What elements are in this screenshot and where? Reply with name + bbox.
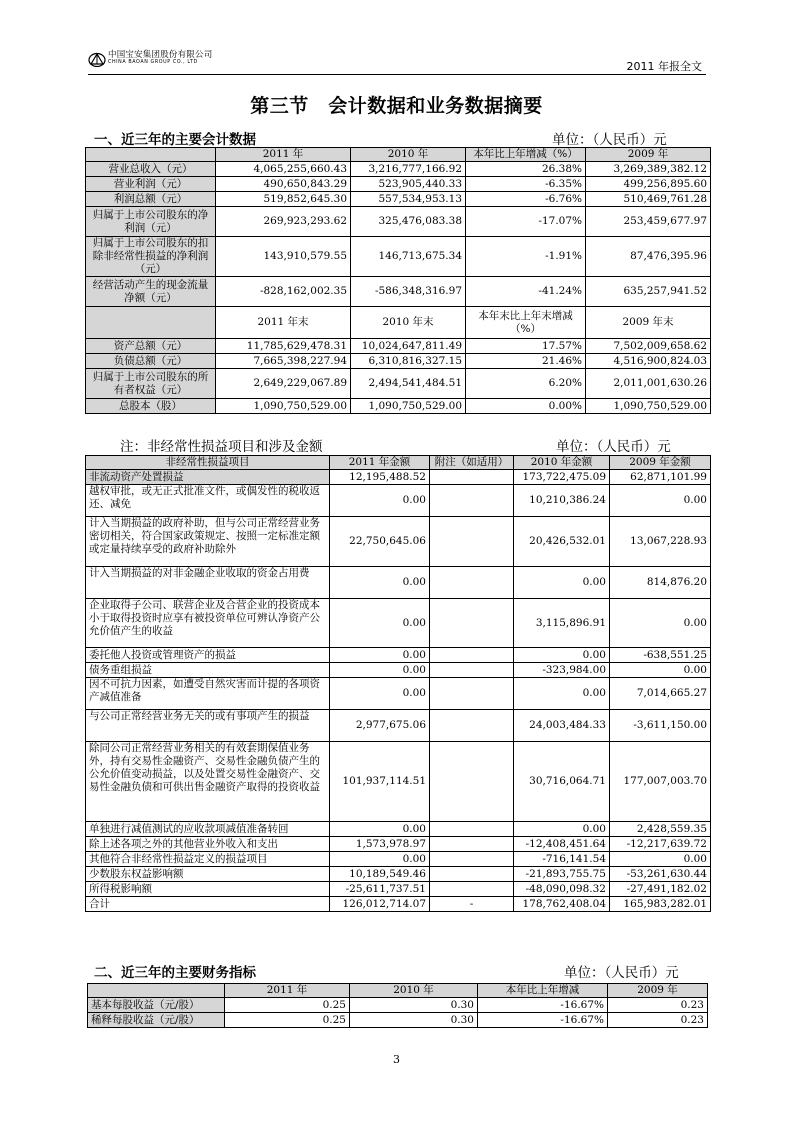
row-label: 归属于上市公司股东的扣除非经常性损益的净利润（元） <box>86 237 216 277</box>
table-row <box>86 837 711 852</box>
value-cell: 2,011,001,630.26 <box>586 369 711 399</box>
value-cell: -12,408,451.64 <box>514 837 610 852</box>
value-cell: -48,090,098.32 <box>514 882 610 897</box>
value-cell: -586,348,316.97 <box>351 277 466 307</box>
header-cell: 2011 年 <box>216 148 351 162</box>
value-cell: 0.00 <box>610 663 711 678</box>
value-cell: 10,210,386.24 <box>514 485 610 517</box>
table-row <box>86 192 711 207</box>
value-cell: 177,007,003.70 <box>610 742 711 822</box>
value-cell: 635,257,941.52 <box>586 277 711 307</box>
value-cell: -6.76% <box>466 192 586 207</box>
note-cell <box>430 867 514 882</box>
table-row <box>86 710 711 742</box>
table-row <box>88 1013 708 1028</box>
table-row <box>86 470 711 485</box>
value-cell: -27,491,182.02 <box>610 882 711 897</box>
value-cell: 3,269,389,382.12 <box>586 162 711 177</box>
value-cell: 4,065,255,660.43 <box>216 162 351 177</box>
report-title: 2011 年报全文 <box>626 60 702 73</box>
item-label: 计入当期损益的政府补助，但与公司正常经营业务密切相关，符合国家政策规定、按照一定标准定额或定量持续享受的政府补助除外 <box>86 517 330 567</box>
value-cell: 178,762,408.04 <box>514 897 610 912</box>
row-label: 归属于上市公司股东的所有者权益（元） <box>86 369 216 399</box>
item-label: 少数股东权益影响额 <box>86 867 330 882</box>
note-unit: 单位：（人民币）元 <box>556 439 671 455</box>
row-label: 稀释每股收益（元/股） <box>88 1013 225 1028</box>
value-cell: 11,785,629,478.31 <box>216 339 351 354</box>
value-cell: 13,067,228.93 <box>610 517 711 567</box>
value-cell: 499,256,895.60 <box>586 177 711 192</box>
value-cell: 22,750,645.06 <box>330 517 430 567</box>
table-row <box>86 177 711 192</box>
note-cell <box>430 710 514 742</box>
row-label: 总股本（股） <box>86 399 216 414</box>
value-cell: 30,716,064.71 <box>514 742 610 822</box>
table-row-total <box>86 897 711 912</box>
value-cell: 173,722,475.09 <box>514 470 610 485</box>
item-label: 委托他人投资或管理资产的损益 <box>86 648 330 663</box>
table-row <box>86 354 711 369</box>
value-cell: 519,852,645.30 <box>216 192 351 207</box>
value-cell: 3,115,896.91 <box>514 599 610 648</box>
table-row <box>86 599 711 648</box>
row-label: 经营活动产生的现金流量净额（元） <box>86 277 216 307</box>
value-cell: 4,516,900,824.03 <box>586 354 711 369</box>
value-cell: -6.35% <box>466 177 586 192</box>
note-cell <box>430 663 514 678</box>
header-cell <box>86 148 216 162</box>
value-cell: 146,713,675.34 <box>351 237 466 277</box>
value-cell: 126,012,714.07 <box>330 897 430 912</box>
table-row <box>86 207 711 237</box>
item-label: 债务重组损益 <box>86 663 330 678</box>
value-cell: 557,534,953.13 <box>351 192 466 207</box>
value-cell: 1,090,750,529.00 <box>351 399 466 414</box>
row-label: 负债总额（元） <box>86 354 216 369</box>
value-cell: 0.00 <box>330 648 430 663</box>
value-cell: -12,217,639.72 <box>610 837 711 852</box>
header-cell: 2011 年末 <box>216 307 351 339</box>
value-cell: 0.00 <box>330 822 430 837</box>
item-label: 因不可抗力因素，如遭受自然灾害而计提的各项资产减值准备 <box>86 678 330 710</box>
value-cell: 10,024,647,811.49 <box>351 339 466 354</box>
value-cell: 0.00 <box>610 852 711 867</box>
value-cell: -25,611,737.51 <box>330 882 430 897</box>
value-cell: 0.23 <box>608 1013 708 1028</box>
value-cell: -3,611,150.00 <box>610 710 711 742</box>
table-row <box>88 998 708 1013</box>
item-label: 除上述各项之外的其他营业外收入和支出 <box>86 837 330 852</box>
value-cell: 26.38% <box>466 162 586 177</box>
header-cell: 附注（如适用） <box>430 456 514 470</box>
value-cell: 1,573,978.97 <box>330 837 430 852</box>
item-label: 合计 <box>86 897 330 912</box>
table-header-row <box>86 307 711 339</box>
value-cell: 0.00% <box>466 399 586 414</box>
value-cell: 20,426,532.01 <box>514 517 610 567</box>
table-row <box>86 867 711 882</box>
value-cell: 165,983,282.01 <box>610 897 711 912</box>
header-cell: 2010 年 <box>351 148 466 162</box>
table-header-row <box>86 456 711 470</box>
value-cell: 814,876.20 <box>610 567 711 599</box>
value-cell: 0.00 <box>330 485 430 517</box>
page-title: 第三节 会计数据和业务数据摘要 <box>250 95 543 117</box>
table-row <box>86 399 711 414</box>
note-cell <box>430 517 514 567</box>
company-logo <box>88 50 212 67</box>
item-label: 企业取得子公司、联营企业及合营企业的投资成本小于取得投资时应享有被投资单位可辨认净资产公允价值产生的收益 <box>86 599 330 648</box>
value-cell: -41.24% <box>466 277 586 307</box>
header-cell: 非经常性损益项目 <box>86 456 330 470</box>
value-cell: 0.00 <box>610 485 711 517</box>
table-row <box>86 567 711 599</box>
row-label: 营业总收入（元） <box>86 162 216 177</box>
table-row <box>86 162 711 177</box>
value-cell: 490,650,843.29 <box>216 177 351 192</box>
value-cell: 3,216,777,166.92 <box>351 162 466 177</box>
header-cell <box>86 307 216 339</box>
value-cell: -16.67% <box>478 998 608 1013</box>
item-label: 与公司正常经营业务无关的或有事项产生的损益 <box>86 710 330 742</box>
page-header <box>88 50 706 75</box>
value-cell: -638,551.25 <box>610 648 711 663</box>
section2-unit: 单位：（人民币）元 <box>564 965 679 981</box>
value-cell: 101,937,114.51 <box>330 742 430 822</box>
value-cell: 1,090,750,529.00 <box>586 399 711 414</box>
non-recurring-items-table <box>85 455 711 912</box>
value-cell: 7,665,398,227.94 <box>216 354 351 369</box>
value-cell: 2,977,675.06 <box>330 710 430 742</box>
row-label: 资产总额（元） <box>86 339 216 354</box>
header-cell: 2011 年金额 <box>330 456 430 470</box>
note-cell <box>430 648 514 663</box>
row-label: 营业利润（元） <box>86 177 216 192</box>
note-cell: - <box>430 897 514 912</box>
header-cell: 2010 年 <box>350 984 478 998</box>
table-row <box>86 663 711 678</box>
value-cell: 7,502,009,658.62 <box>586 339 711 354</box>
table-row <box>86 648 711 663</box>
value-cell: 2,649,229,067.89 <box>216 369 351 399</box>
table-row <box>86 882 711 897</box>
row-label: 基本每股收益（元/股） <box>88 998 225 1013</box>
note-heading: 注：非经常性损益项目和涉及金额 <box>120 439 323 455</box>
note-cell <box>430 822 514 837</box>
table-row <box>86 237 711 277</box>
table-row <box>86 852 711 867</box>
table-header-row <box>86 148 711 162</box>
logo-company-cn: 中国宝安集团股份有限公司 <box>108 50 213 60</box>
value-cell: 0.00 <box>514 822 610 837</box>
value-cell: 0.30 <box>350 1013 478 1028</box>
value-cell: 7,014,665.27 <box>610 678 711 710</box>
section1-unit: 单位：（人民币）元 <box>552 132 667 148</box>
item-label: 越权审批，或无正式批准文件，或偶发性的税收返还、减免 <box>86 485 330 517</box>
value-cell: 0.00 <box>514 678 610 710</box>
value-cell: 0.00 <box>610 599 711 648</box>
table-row <box>86 678 711 710</box>
header-cell: 2009 年 <box>608 984 708 998</box>
table-row <box>86 277 711 307</box>
value-cell: 325,476,083.38 <box>351 207 466 237</box>
value-cell: 1,090,750,529.00 <box>216 399 351 414</box>
value-cell: 62,871,101.99 <box>610 470 711 485</box>
value-cell: 2,428,559.35 <box>610 822 711 837</box>
value-cell: 6,310,816,327.15 <box>351 354 466 369</box>
value-cell: 0.23 <box>608 998 708 1013</box>
value-cell: 0.00 <box>330 567 430 599</box>
value-cell: 0.00 <box>514 567 610 599</box>
logo-company-en: CHINA BAOAN GROUP CO., LTD <box>108 60 198 65</box>
note-cell <box>430 837 514 852</box>
value-cell: 0.00 <box>330 599 430 648</box>
value-cell: 87,476,395.96 <box>586 237 711 277</box>
header-cell: 本年比上年增减 <box>478 984 608 998</box>
value-cell: 523,905,440.33 <box>351 177 466 192</box>
header-cell: 本年末比上年末增减（%） <box>466 307 586 339</box>
value-cell: -53,261,630.44 <box>610 867 711 882</box>
row-label: 归属于上市公司股东的净利润（元） <box>86 207 216 237</box>
note-cell <box>430 599 514 648</box>
value-cell: 12,195,488.52 <box>330 470 430 485</box>
note-cell <box>430 567 514 599</box>
table-row <box>86 485 711 517</box>
header-cell: 2009 年 <box>586 148 711 162</box>
header-cell: 2009 年末 <box>586 307 711 339</box>
note-cell <box>430 882 514 897</box>
value-cell: 253,459,677.97 <box>586 207 711 237</box>
accounting-data-table <box>85 147 711 414</box>
value-cell: 269,923,293.62 <box>216 207 351 237</box>
item-label: 所得税影响额 <box>86 882 330 897</box>
table-row <box>86 742 711 822</box>
value-cell: -17.07% <box>466 207 586 237</box>
value-cell: 0.00 <box>514 648 610 663</box>
value-cell: 17.57% <box>466 339 586 354</box>
section1-heading: 一、近三年的主要会计数据 <box>94 132 256 148</box>
header-cell: 2010 年末 <box>351 307 466 339</box>
value-cell: -716,141.54 <box>514 852 610 867</box>
item-label: 其他符合非经常性损益定义的损益项目 <box>86 852 330 867</box>
logo-icon <box>88 51 106 67</box>
value-cell: 0.00 <box>330 852 430 867</box>
header-cell: 2011 年 <box>225 984 350 998</box>
page-number: 3 <box>393 1053 400 1066</box>
value-cell: 0.25 <box>225 1013 350 1028</box>
item-label: 除同公司正常经营业务相关的有效套期保值业务外，持有交易性金融资产、交易性金融负债产生的公允价值变动损益，以及处置交易性金融资产、交易性金融负债和可供出售金融资产取得的投资收益 <box>86 742 330 822</box>
value-cell: -323,984.00 <box>514 663 610 678</box>
item-label: 计入当期损益的对非金融企业收取的资金占用费 <box>86 567 330 599</box>
value-cell: -21,893,755.75 <box>514 867 610 882</box>
header-cell <box>88 984 225 998</box>
value-cell: 21.46% <box>466 354 586 369</box>
note-cell <box>430 678 514 710</box>
value-cell: -828,162,002.35 <box>216 277 351 307</box>
table-row <box>86 517 711 567</box>
item-label: 非流动资产处置损益 <box>86 470 330 485</box>
value-cell: -1.91% <box>466 237 586 277</box>
value-cell: 10,189,549.46 <box>330 867 430 882</box>
table-row <box>86 339 711 354</box>
header-cell: 本年比上年增减（%） <box>466 148 586 162</box>
value-cell: 24,003,484.33 <box>514 710 610 742</box>
note-cell <box>430 470 514 485</box>
value-cell: 0.00 <box>330 663 430 678</box>
value-cell: 6.20% <box>466 369 586 399</box>
note-cell <box>430 742 514 822</box>
financial-indicators-table <box>87 983 708 1028</box>
item-label: 单独进行减值测试的应收款项减值准备转回 <box>86 822 330 837</box>
value-cell: 143,910,579.55 <box>216 237 351 277</box>
value-cell: 510,469,761.28 <box>586 192 711 207</box>
header-cell: 2009 年金额 <box>610 456 711 470</box>
note-cell <box>430 852 514 867</box>
value-cell: 0.30 <box>350 998 478 1013</box>
table-row <box>86 369 711 399</box>
table-row <box>86 822 711 837</box>
section2-heading: 二、近三年的主要财务指标 <box>94 965 256 981</box>
value-cell: 0.25 <box>225 998 350 1013</box>
value-cell: 2,494,541,484.51 <box>351 369 466 399</box>
header-cell: 2010 年金额 <box>514 456 610 470</box>
note-cell <box>430 485 514 517</box>
value-cell: -16.67% <box>478 1013 608 1028</box>
table-header-row <box>88 984 708 998</box>
row-label: 利润总额（元） <box>86 192 216 207</box>
value-cell: 0.00 <box>330 678 430 710</box>
